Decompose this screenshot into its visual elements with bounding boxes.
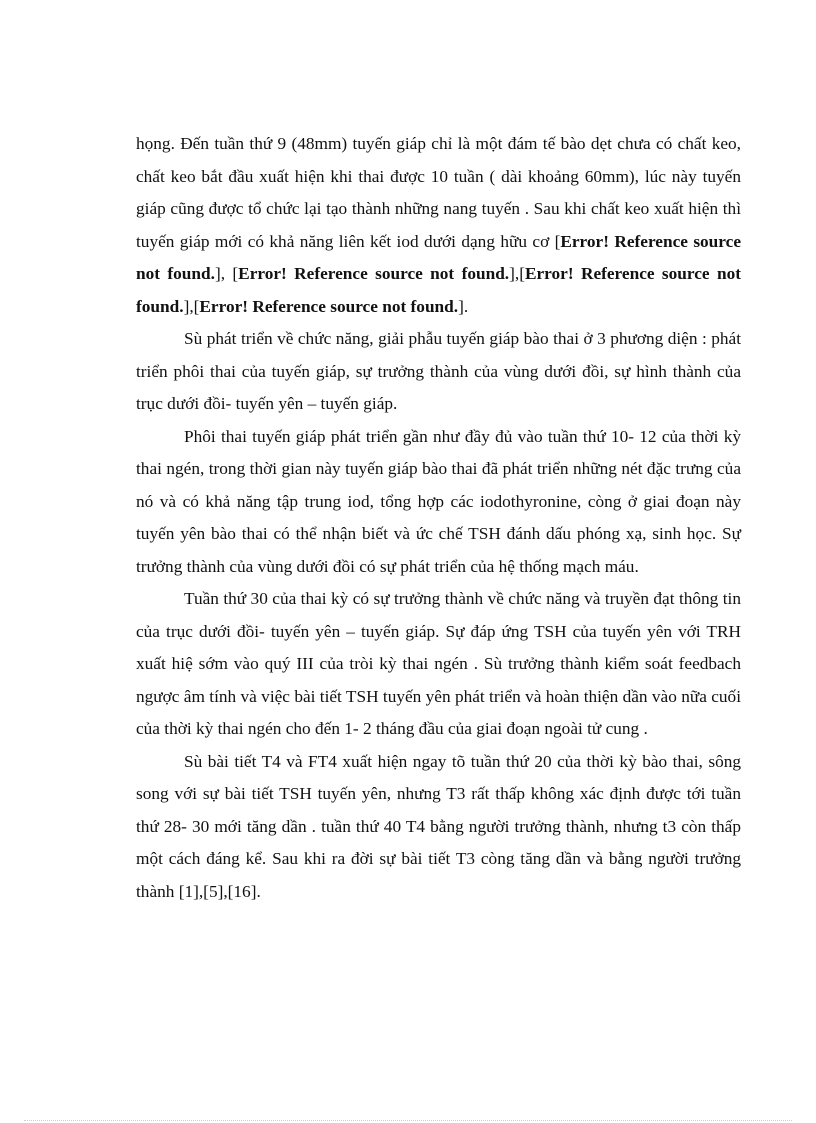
page-bottom-divider [24,1120,792,1121]
reference-error-3: Error! Reference source not found. [136,264,741,316]
paragraph-1 [136,128,741,323]
reference-error-4: Error! Reference source not found. [199,296,459,316]
paragraph-1-text-d: ],[ [183,296,200,316]
paragraph-2: Sù phát triển về chức năng, giải phẫu tuyến giáp bào thai ở 3 phương diện : phát triển phôi thai của tuyến giáp, sự trưởng thành của vùng dưới đồi, sự hình thành của trục dưới đồi- tuyến yên – tuyến giáp. [136,329,741,413]
reference-error-1: Error! Reference source not found. [136,231,741,283]
paragraph-1-text-a: họng. Đến tuần thứ 9 (48mm) tuyến giáp chỉ là một đám tế bào dẹt chưa có chất keo, chất keo bắt đầu xuất hiện khi thai được 10 tuần ( dài khoảng 60mm), lúc này tuyến giáp cũng được tổ chức lại tạo thành những nang tuyến . Sau khi chất keo xuất hiện thì tuyến giáp mới có khả năng liên kết iod dưới dạng hữu cơ [ [136,134,741,251]
paragraph-1-text-b: ], [ [214,264,239,283]
paragraph-5: Sù bài tiết T4 và FT4 xuất hiện ngay tõ tuần thứ 20 của thời kỳ bào thai, sông song với sự bài tiết TSH tuyến yên, nhưng T3 rất thấp không xác định được tới tuần thứ 28- 30 mới tăng dần . tuần thứ 40 T4 bằng người trưởng thành, nhưng t3 còn thấp một cách đáng kể. Sau khi ra đời sự bài tiết T3 còng tăng dần và bằng người trưởng thành [1],[5],[16]. [136,751,741,901]
paragraph-1-text-c: ],[ [509,264,525,283]
paragraph-4: Tuần thứ 30 của thai kỳ có sự trưởng thành về chức năng và truyền đạt thông tin của trục dưới đồi- tuyến yên – tuyến giáp. Sự đáp ứng TSH của tuyến yên với TRH xuất hiệ sớm vào quý III của tròi kỳ thai ngén . Sù trưởng thành kiểm soát feedbach ngược âm tính và việc bài tiết TSH tuyến yên phát triển và hoàn thiện dần vào nữa cuối của thời kỳ thai ngén cho đến 1- 2 tháng đầu của giai đoạn ngoài tử cung . [136,589,741,738]
reference-error-2: Error! Reference source not found. [238,264,510,283]
body-text [136,128,741,908]
paragraph-3: Phôi thai tuyến giáp phát triển gần như đầy đủ vào tuần thứ 10- 12 của thời kỳ thai ngén, trong thời gian này tuyến giáp bào thai đã phát triển những nét đặc trưng của nó và có khả năng tập trung iod, tổng hợp các iodothyronine, còng ở giai đoạn này tuyến yên bào thai có thể nhận biết và ức chế TSH đánh dấu phóng xạ, sinh học. Sự trưởng thành của vùng dưới đồi có sự phát triển của hệ thống mạch máu. [136,426,741,576]
paragraph-1-text-e: ]. [458,296,469,316]
